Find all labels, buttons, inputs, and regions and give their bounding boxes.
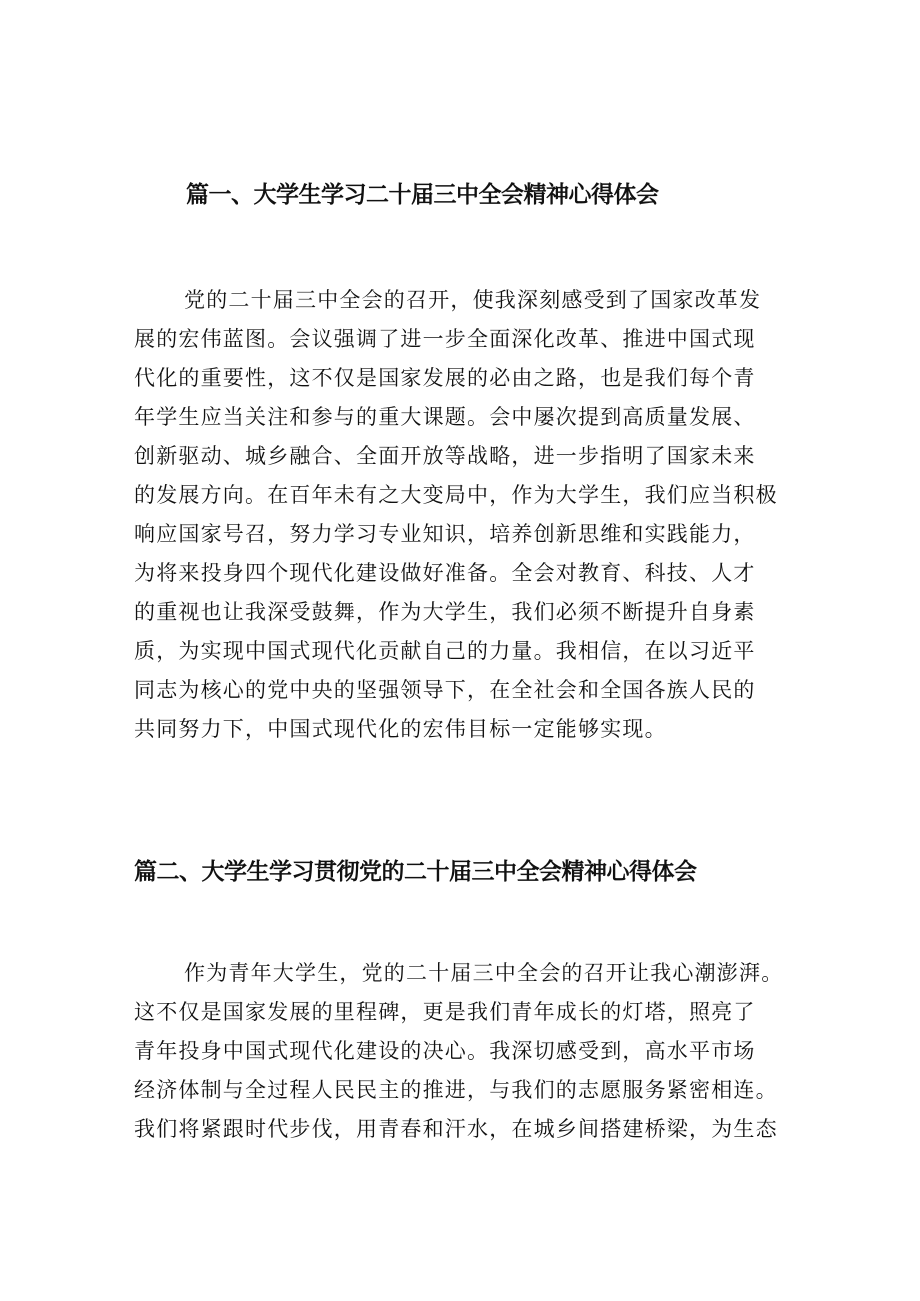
section-body-2 — [134, 958, 794, 1153]
paragraph-line: 青年投身中国式现代化建设的决心。我深切感受到，高水平市场 — [134, 1039, 756, 1063]
paragraph-line: 共同努力下，中国式现代化的宏伟目标一定能够实现。 — [134, 717, 667, 741]
paragraph-line: 为将来投身四个现代化建设做好准备。全会对教育、科技、人才 — [134, 561, 756, 585]
paragraph-line: 党的二十届三中全会的召开，使我深刻感受到了国家改革发 — [184, 288, 762, 312]
paragraph-line: 这不仅是国家发展的里程碑，更是我们青年成长的灯塔，照亮了 — [134, 1000, 756, 1024]
paragraph-line: 同志为核心的党中央的坚强领导下，在全社会和全国各族人民的 — [134, 678, 756, 702]
paragraph-line: 我们将紧跟时代步伐，用青春和汗水，在城乡间搭建桥梁，为生态 — [134, 1117, 778, 1141]
paragraph-line: 的重视也让我深受鼓舞，作为大学生，我们必须不断提升自身素 — [134, 600, 756, 624]
paragraph-line: 创新驱动、城乡融合、全面开放等战略，进一步指明了国家未来 — [134, 444, 756, 468]
paragraph-line: 代化的重要性，这不仅是国家发展的必由之路，也是我们每个青 — [134, 366, 756, 390]
paragraph-line: 质，为实现中国式现代化贡献自己的力量。我相信，在以习近平 — [134, 639, 756, 663]
paragraph-line: 作为青年大学生，党的二十届三中全会的召开让我心潮澎湃。 — [184, 961, 784, 985]
paragraph-line: 的发展方向。在百年未有之大变局中，作为大学生，我们应当积极 — [134, 483, 778, 507]
paragraph-line: 年学生应当关注和参与的重大课题。会中屡次提到高质量发展、 — [134, 405, 756, 429]
section-heading-2: 篇二、大学生学习贯彻党的二十届三中全会精神心得体会 — [134, 859, 697, 885]
paragraph-line: 响应国家号召，努力学习专业知识，培养创新思维和实践能力， — [134, 522, 756, 546]
paragraph-line: 展的宏伟蓝图。会议强调了进一步全面深化改革、推进中国式现 — [134, 327, 756, 351]
paragraph-line: 经济体制与全过程人民民主的推进，与我们的志愿服务紧密相连。 — [134, 1078, 778, 1102]
section-heading-1: 篇一、大学生学习二十届三中全会精神心得体会 — [186, 182, 659, 208]
section-body-1 — [134, 285, 794, 753]
